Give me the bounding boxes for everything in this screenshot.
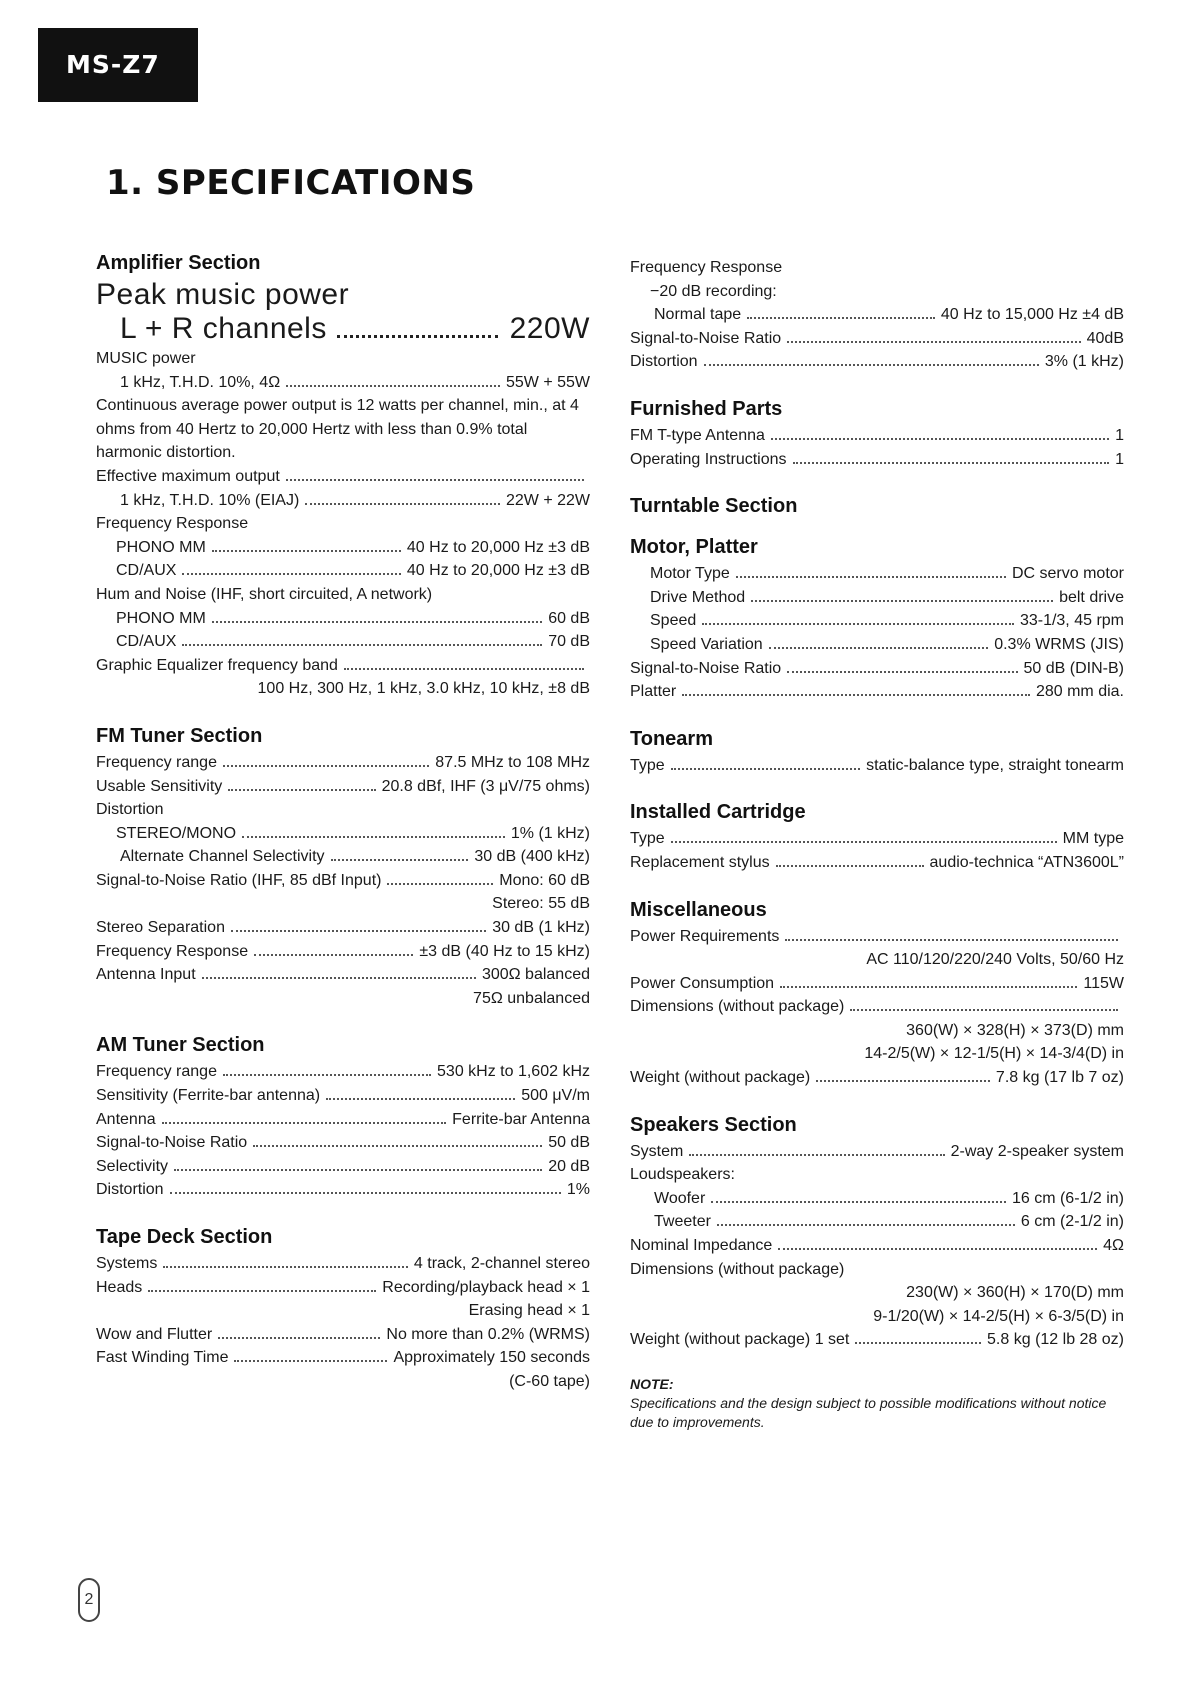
spec-row: [630, 1328, 1124, 1352]
spec-label: Frequency Response: [96, 515, 249, 533]
spec-label: Fast Winding Time: [96, 1349, 229, 1367]
spec-row: [630, 851, 1124, 875]
peak-lr-label: L + R channels: [120, 312, 327, 345]
spec-value: 4Ω: [1103, 1237, 1124, 1255]
spec-label: System: [630, 1142, 684, 1160]
motor-platter-heading: Motor, Platter: [630, 536, 758, 559]
spec-row: [96, 1084, 590, 1108]
spec-value: Mono: 60 dB: [499, 871, 590, 889]
spec-label: STEREO/MONO: [116, 824, 237, 842]
page-number: 2: [78, 1578, 100, 1622]
spec-row: [96, 845, 590, 869]
spec-label: Speed: [650, 612, 697, 630]
spec-row: [630, 1140, 1124, 1164]
spec-label: Weight (without package) 1 set: [630, 1331, 850, 1349]
spec-label: Wow and Flutter: [96, 1325, 213, 1343]
spec-row: [96, 559, 590, 583]
spec-label: Signal-to-Noise Ratio (IHF, 85 dBf Input): [96, 871, 382, 889]
left-column: [96, 252, 590, 1418]
spec-value: 230(W) × 360(H) × 170(D) mm: [906, 1284, 1124, 1302]
spec-row: [630, 448, 1124, 472]
spec-row: [96, 751, 590, 775]
continuous-power-text: Continuous average power output is 12 watts per channel, min., at 4 ohms from 40 Hertz to 20,000 Hertz with less than 0.9% total harmonic distortion.: [96, 397, 579, 462]
amplifier-section: [96, 252, 590, 701]
right-column: [630, 256, 1124, 1432]
spec-value: 70 dB: [548, 633, 590, 651]
spec-label: Usable Sensitivity: [96, 777, 223, 795]
spec-value: 360(W) × 328(H) × 373(D) mm: [906, 1021, 1124, 1039]
spec-value: static-balance type, straight tonearm: [866, 756, 1124, 774]
page-title: 1. SPECIFICATIONS: [106, 163, 476, 203]
spec-value: 2-way 2-speaker system: [950, 1142, 1124, 1160]
spec-row: [630, 1234, 1124, 1258]
spec-row: [96, 822, 590, 846]
spec-value: 3% (1 kHz): [1044, 353, 1124, 371]
motor-platter-section: [630, 536, 1124, 704]
spec-value: 40 Hz to 15,000 Hz ±4 dB: [940, 306, 1124, 324]
spec-row: [96, 654, 590, 678]
fm-heading: FM Tuner Section: [96, 724, 263, 747]
spec-row: [630, 1187, 1124, 1211]
tonearm-section: [630, 728, 1124, 778]
spec-label: CD/AUX: [116, 562, 177, 580]
spec-value: ±3 dB (40 Hz to 15 kHz): [419, 942, 590, 960]
spec-value: belt drive: [1059, 588, 1124, 606]
spec-label: Woofer: [654, 1189, 706, 1207]
spec-row: [630, 657, 1124, 681]
spec-label: Heads: [96, 1278, 143, 1296]
spec-label: Distortion: [630, 353, 698, 371]
spec-label: Hum and Noise (IHF, short circuited, A network): [96, 585, 433, 603]
spec-value: 50 dB (DIN-B): [1023, 659, 1124, 677]
spec-label: Drive Method: [650, 588, 746, 606]
spec-value: 33-1/3, 45 rpm: [1019, 612, 1124, 630]
spec-label: Power Requirements: [630, 927, 780, 945]
tape-deck-section: [96, 1226, 590, 1394]
turntable-section: [630, 495, 1124, 518]
spec-label: Antenna: [96, 1110, 156, 1128]
spec-value: 300Ω balanced: [481, 966, 590, 984]
speakers-heading: Speakers Section: [630, 1113, 797, 1136]
spec-label: Frequency Response: [630, 259, 783, 276]
spec-row: [96, 1060, 590, 1084]
cartridge-heading: Installed Cartridge: [630, 801, 806, 824]
am-tuner-section: [96, 1034, 590, 1202]
spec-value: Stereo: 55 dB: [492, 895, 590, 913]
spec-value: MM type: [1062, 830, 1124, 848]
spec-label: −20 dB recording:: [650, 282, 777, 300]
spec-label: Signal-to-Noise Ratio: [630, 659, 782, 677]
note-text: Specifications and the design subject to possible modifications without notice due to improvements.: [630, 1395, 1107, 1430]
music-power-label: MUSIC power: [96, 350, 196, 367]
am-heading: AM Tuner Section: [96, 1034, 265, 1057]
spec-row: [96, 1346, 590, 1370]
spec-row: [630, 680, 1124, 704]
spec-row: [96, 607, 590, 631]
spec-label: Distortion: [96, 801, 164, 819]
spec-label: Frequency Response: [96, 942, 249, 960]
spec-value: Recording/playback head × 1: [382, 1278, 590, 1296]
spec-label: Operating Instructions: [630, 450, 787, 468]
spec-row: [96, 775, 590, 799]
spec-label: Motor Type: [650, 565, 730, 583]
spec-label: Sensitivity (Ferrite-bar antenna): [96, 1087, 321, 1105]
spec-row: [630, 303, 1124, 327]
speakers-section: [630, 1114, 1124, 1352]
spec-label: Power Consumption: [630, 974, 775, 992]
spec-label: FM T-type Antenna: [630, 426, 765, 444]
spec-value: 16 cm (6-1/2 in): [1011, 1189, 1124, 1207]
spec-label: Normal tape: [654, 306, 742, 324]
spec-label: Antenna Input: [96, 966, 196, 984]
spec-row: [630, 995, 1124, 1019]
spec-row: [96, 630, 590, 654]
spec-value: 40 Hz to 20,000 Hz ±3 dB: [406, 538, 590, 556]
spec-value: Erasing head × 1: [468, 1302, 590, 1320]
spec-row: [96, 1131, 590, 1155]
spec-value: 0.3% WRMS (JIS): [994, 635, 1124, 653]
tonearm-heading: Tonearm: [630, 727, 713, 750]
spec-value: 20 dB: [548, 1157, 590, 1175]
spec-row: [630, 327, 1124, 351]
spec-label: Platter: [630, 683, 677, 701]
spec-label: PHONO MM: [116, 538, 206, 556]
spec-value: 9-1/20(W) × 14-2/5(H) × 6-3/5(D) in: [873, 1307, 1124, 1325]
spec-label: Effective maximum output: [96, 467, 280, 485]
note-block: [630, 1376, 1124, 1432]
spec-value: 60 dB: [548, 609, 590, 627]
spec-row: [96, 536, 590, 560]
spec-value: 1%: [566, 1181, 590, 1199]
spec-label: Weight (without package): [630, 1069, 811, 1087]
spec-value: (C-60 tape): [509, 1372, 590, 1390]
spec-value: 30 dB (400 kHz): [474, 848, 590, 866]
spec-label: 1 kHz, T.H.D. 10%, 4Ω: [120, 373, 281, 391]
spec-value: 50 dB: [548, 1134, 590, 1152]
spec-row: [630, 827, 1124, 851]
spec-value: DC servo motor: [1011, 565, 1124, 583]
spec-row: [96, 489, 590, 513]
spec-row: [96, 869, 590, 893]
spec-row: [96, 1252, 590, 1276]
spec-row: [630, 972, 1124, 996]
spec-row: [630, 1210, 1124, 1234]
spec-label: Loudspeakers:: [630, 1166, 735, 1184]
spec-value: Approximately 150 seconds: [393, 1349, 590, 1367]
spec-label: Graphic Equalizer frequency band: [96, 656, 338, 674]
spec-value: 40dB: [1086, 329, 1124, 347]
miscellaneous-section: [630, 899, 1124, 1090]
spec-value: 530 kHz to 1,602 kHz: [437, 1063, 590, 1081]
spec-value: 6 cm (2-1/2 in): [1020, 1213, 1124, 1231]
spec-value: 5.8 kg (12 lb 28 oz): [987, 1331, 1124, 1349]
spec-label: Dimensions (without package): [630, 998, 845, 1016]
spec-value: 500 μV/m: [521, 1087, 590, 1105]
spec-label: CD/AUX: [116, 633, 177, 651]
amplifier-heading: Amplifier Section: [96, 252, 261, 274]
spec-row: [630, 350, 1124, 374]
spec-row: [96, 916, 590, 940]
spec-label: Replacement stylus: [630, 853, 770, 871]
spec-label: Signal-to-Noise Ratio: [630, 329, 782, 347]
spec-label: Frequency range: [96, 1063, 217, 1081]
fm-tuner-section: [96, 725, 590, 1011]
spec-value: 14-2/5(W) × 12-1/5(H) × 14-3/4(D) in: [864, 1045, 1124, 1063]
turntable-heading: Turntable Section: [630, 495, 798, 518]
spec-label: Stereo Separation: [96, 919, 225, 937]
spec-label: Selectivity: [96, 1157, 169, 1175]
furnished-parts-section: [630, 398, 1124, 471]
spec-row: [630, 562, 1124, 586]
spec-value: 40 Hz to 20,000 Hz ±3 dB: [406, 562, 590, 580]
spec-label: Alternate Channel Selectivity: [120, 848, 325, 866]
spec-row: [96, 1108, 590, 1132]
spec-value: 75Ω unbalanced: [473, 989, 590, 1007]
spec-value: 1: [1115, 426, 1124, 444]
spec-row: [630, 925, 1124, 949]
tape-deck-continued: [630, 256, 1124, 374]
note-heading: NOTE:: [630, 1376, 674, 1392]
peak-music-power: Peak music power: [96, 278, 350, 311]
cartridge-section: [630, 801, 1124, 874]
spec-label: Distortion: [96, 1181, 164, 1199]
spec-row: [630, 586, 1124, 610]
spec-row: [96, 1155, 590, 1179]
spec-value: 1: [1115, 450, 1124, 468]
spec-value: 55W + 55W: [505, 373, 590, 391]
spec-row: [96, 371, 590, 395]
misc-heading: Miscellaneous: [630, 898, 767, 921]
spec-row: [96, 1276, 590, 1300]
spec-value: 4 track, 2-channel stereo: [413, 1255, 590, 1272]
spec-value: 100 Hz, 300 Hz, 1 kHz, 3.0 kHz, 10 kHz, ±8 dB: [257, 680, 590, 698]
spec-value: 280 mm dia.: [1035, 683, 1124, 701]
spec-row: [96, 940, 590, 964]
spec-label: Frequency range: [96, 753, 217, 771]
spec-label: Nominal Impedance: [630, 1237, 773, 1255]
spec-label: Tweeter: [654, 1213, 711, 1231]
furnished-heading: Furnished Parts: [630, 397, 783, 420]
spec-label: Speed Variation: [650, 635, 763, 653]
spec-value: No more than 0.2% (WRMS): [386, 1325, 590, 1343]
spec-row: [630, 424, 1124, 448]
spec-value: 115W: [1083, 974, 1124, 992]
spec-row: [96, 465, 590, 489]
model-badge: MS-Z7: [38, 28, 198, 102]
spec-value: AC 110/120/220/240 Volts, 50/60 Hz: [866, 951, 1124, 969]
spec-row: [96, 1178, 590, 1202]
spec-label: Signal-to-Noise Ratio: [96, 1134, 248, 1152]
spec-row: [96, 1323, 590, 1347]
spec-value: 87.5 MHz to 108 MHz: [435, 753, 590, 771]
spec-label: Systems: [96, 1255, 158, 1272]
spec-value: 20.8 dBf, IHF (3 μV/75 ohms): [381, 777, 590, 795]
spec-row: [630, 754, 1124, 778]
spec-value: 30 dB (1 kHz): [492, 919, 590, 937]
peak-music-power-row: [96, 311, 590, 347]
spec-value: 1% (1 kHz): [510, 824, 590, 842]
spec-row: [630, 633, 1124, 657]
spec-value: audio-technica “ATN3600L”: [929, 853, 1124, 871]
spec-value: 22W + 22W: [505, 491, 590, 509]
spec-label: Type: [630, 756, 665, 774]
spec-row: [630, 609, 1124, 633]
tape-heading: Tape Deck Section: [96, 1226, 273, 1248]
spec-label: 1 kHz, T.H.D. 10% (EIAJ): [120, 491, 300, 509]
spec-value: Ferrite-bar Antenna: [452, 1110, 590, 1128]
peak-lr-value: 220W: [509, 312, 590, 345]
spec-row: [96, 963, 590, 987]
spec-row: [630, 1066, 1124, 1090]
spec-value: 7.8 kg (17 lb 7 oz): [995, 1069, 1124, 1087]
spec-label: Dimensions (without package): [630, 1260, 845, 1278]
spec-label: PHONO MM: [116, 609, 206, 627]
spec-label: Type: [630, 830, 665, 848]
